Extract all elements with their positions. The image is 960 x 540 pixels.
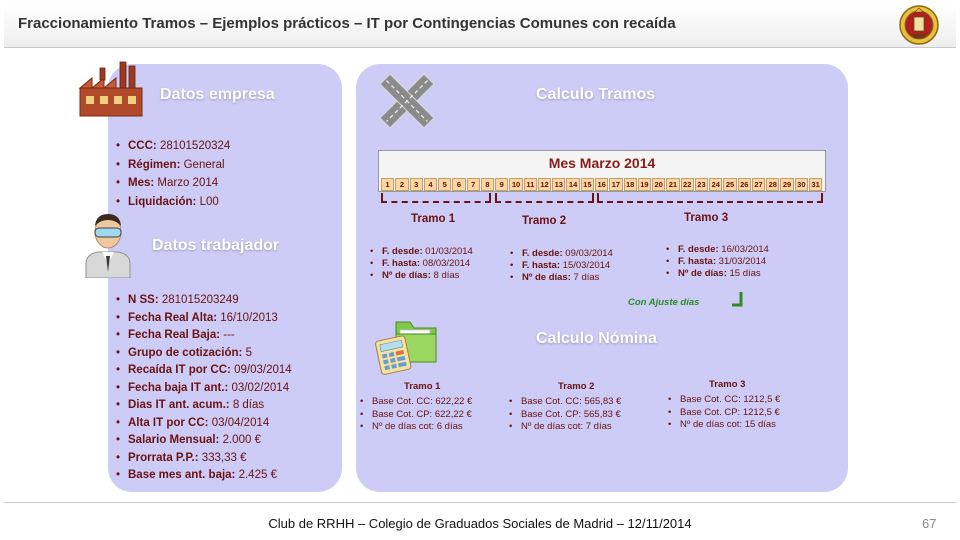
list-item: • Base mes ant. baja: 2.425 € [116,467,292,485]
list-item: • F. desde: 16/03/2014 [666,244,769,256]
worker-icon [80,210,136,278]
list-item: • F. hasta: 31/03/2014 [666,256,769,268]
calendar-day: 13 [552,178,565,191]
calendar-day: 7 [467,178,480,191]
calendar-day: 18 [624,178,637,191]
calendar-day: 6 [452,178,465,191]
calendar-day: 19 [638,178,651,191]
calendar-day: 25 [723,178,736,191]
page-number: 67 [922,516,937,531]
nomina-tramo-2-details [509,396,621,434]
factory-icon [70,58,148,120]
ajuste-dias-note: Con Ajuste días [628,297,700,308]
list-item: • Fecha Real Baja: --- [116,327,292,345]
empresa-list [116,137,230,211]
list-item: • Nº de días: 7 días [510,272,613,284]
list-item: • Recaída IT por CC: 09/03/2014 [116,362,292,380]
list-item: • Liquidación: L00 [116,193,230,212]
list-item: • F. desde: 01/03/2014 [370,246,473,258]
calculo-nomina-title: Calculo Nómina [536,330,657,347]
calendar-title: Mes Marzo 2014 [548,155,656,171]
list-item: • Régimen: General [116,156,230,175]
calendar-day: 21 [666,178,679,191]
list-item: • Mes: Marzo 2014 [116,174,230,193]
list-item: • N SS: 281015203249 [116,292,292,310]
list-item: • Base Cot. CP: 622,22 € [360,409,472,422]
list-item: • Nº de días: 15 días [666,268,769,280]
calendar-day: 14 [566,178,579,191]
trabajador-list [116,292,292,485]
calendar-day: 4 [424,178,437,191]
calendar-day: 31 [809,178,822,191]
nomina-tramo-3-label: Tramo 3 [709,379,746,390]
calendar-day: 5 [438,178,451,191]
crossroads-icon [376,70,438,132]
nomina-tramo-2-label: Tramo 2 [558,381,595,392]
datos-trabajador-title: Datos trabajador [152,237,280,254]
calendar-day: 23 [695,178,708,191]
month-calendar [378,150,826,192]
calendar-day: 1 [381,178,394,191]
tramo-2-label: Tramo 2 [522,215,567,227]
calendar-day: 3 [410,178,423,191]
calendar-day: 8 [481,178,494,191]
calculo-tramos-title: Calculo Tramos [536,86,656,103]
calendar-day: 2 [395,178,408,191]
calendar-day: 17 [609,178,622,191]
list-item: • Alta IT por CC: 03/04/2014 [116,415,292,433]
tramo-3-brace [597,193,823,203]
list-item: • F. desde: 09/03/2014 [510,248,613,260]
list-item: • Nº de días: 8 días [370,270,473,282]
list-item: • Base Cot. CC: 565,83 € [509,396,621,409]
tramo-1-brace [381,193,491,203]
tramo-1-details [370,246,473,282]
list-item: • Base Cot. CP: 1212,5 € [668,407,780,420]
tramo-1-label: Tramo 1 [411,213,456,225]
calendar-day: 10 [509,178,522,191]
footer-text: Club de RRHH – Colegio de Graduados Sociales de Madrid – 12/11/2014 [268,516,692,531]
list-item: • Fecha Real Alta: 16/10/2013 [116,310,292,328]
header [0,0,960,48]
nomina-tramo-1-details [360,396,472,434]
list-item: • F. hasta: 08/03/2014 [370,258,473,270]
tramo-2-brace [495,193,594,203]
list-item: • Prorrata P.P.: 333,33 € [116,450,292,468]
calendar-day: 20 [652,178,665,191]
list-item: • Nº de días cot: 15 días [668,419,780,432]
list-item: • Dias IT ant. acum.: 8 días [116,397,292,415]
list-item: • Base Cot. CC: 622,22 € [360,396,472,409]
list-item: • Salario Mensual: 2.000 € [116,432,292,450]
list-item: • Base Cot. CP: 565,83 € [509,409,621,422]
list-item: • Fecha baja IT ant.: 03/02/2014 [116,380,292,398]
calendar-day: 26 [738,178,751,191]
list-item: • Base Cot. CC: 1212,5 € [668,394,780,407]
slide-title: Fraccionamiento Tramos – Ejemplos prácticos – IT por Contingencias Comunes con recaída [18,15,676,32]
tramo-3-label: Tramo 3 [684,212,729,224]
nomina-tramo-3-details [668,394,780,432]
tramo-2-details [510,248,613,284]
list-item: • Grupo de cotización: 5 [116,345,292,363]
calendar-day: 9 [495,178,508,191]
calendar-day: 30 [795,178,808,191]
tramo-3-details [666,244,769,280]
coat-of-arms-icon [898,4,940,46]
list-item: • Nº de días cot: 7 días [509,421,621,434]
calendar-day: 16 [595,178,608,191]
calendar-days [381,178,823,191]
nomina-tramo-1-label: Tramo 1 [404,381,441,392]
calendar-day: 11 [524,178,537,191]
list-item: • F. hasta: 15/03/2014 [510,260,613,272]
return-arrow-icon [731,292,745,308]
calendar-day: 24 [709,178,722,191]
calendar-day: 15 [581,178,594,191]
list-item: • Nº de días cot: 6 días [360,421,472,434]
footer-divider [4,502,956,503]
calendar-day: 12 [538,178,551,191]
calendar-day: 28 [766,178,779,191]
calculator-folder-icon [374,316,440,376]
calendar-day: 29 [780,178,793,191]
list-item: • CCC: 28101520324 [116,137,230,156]
calendar-day: 22 [681,178,694,191]
calendar-day: 27 [752,178,765,191]
datos-empresa-title: Datos empresa [160,86,275,103]
